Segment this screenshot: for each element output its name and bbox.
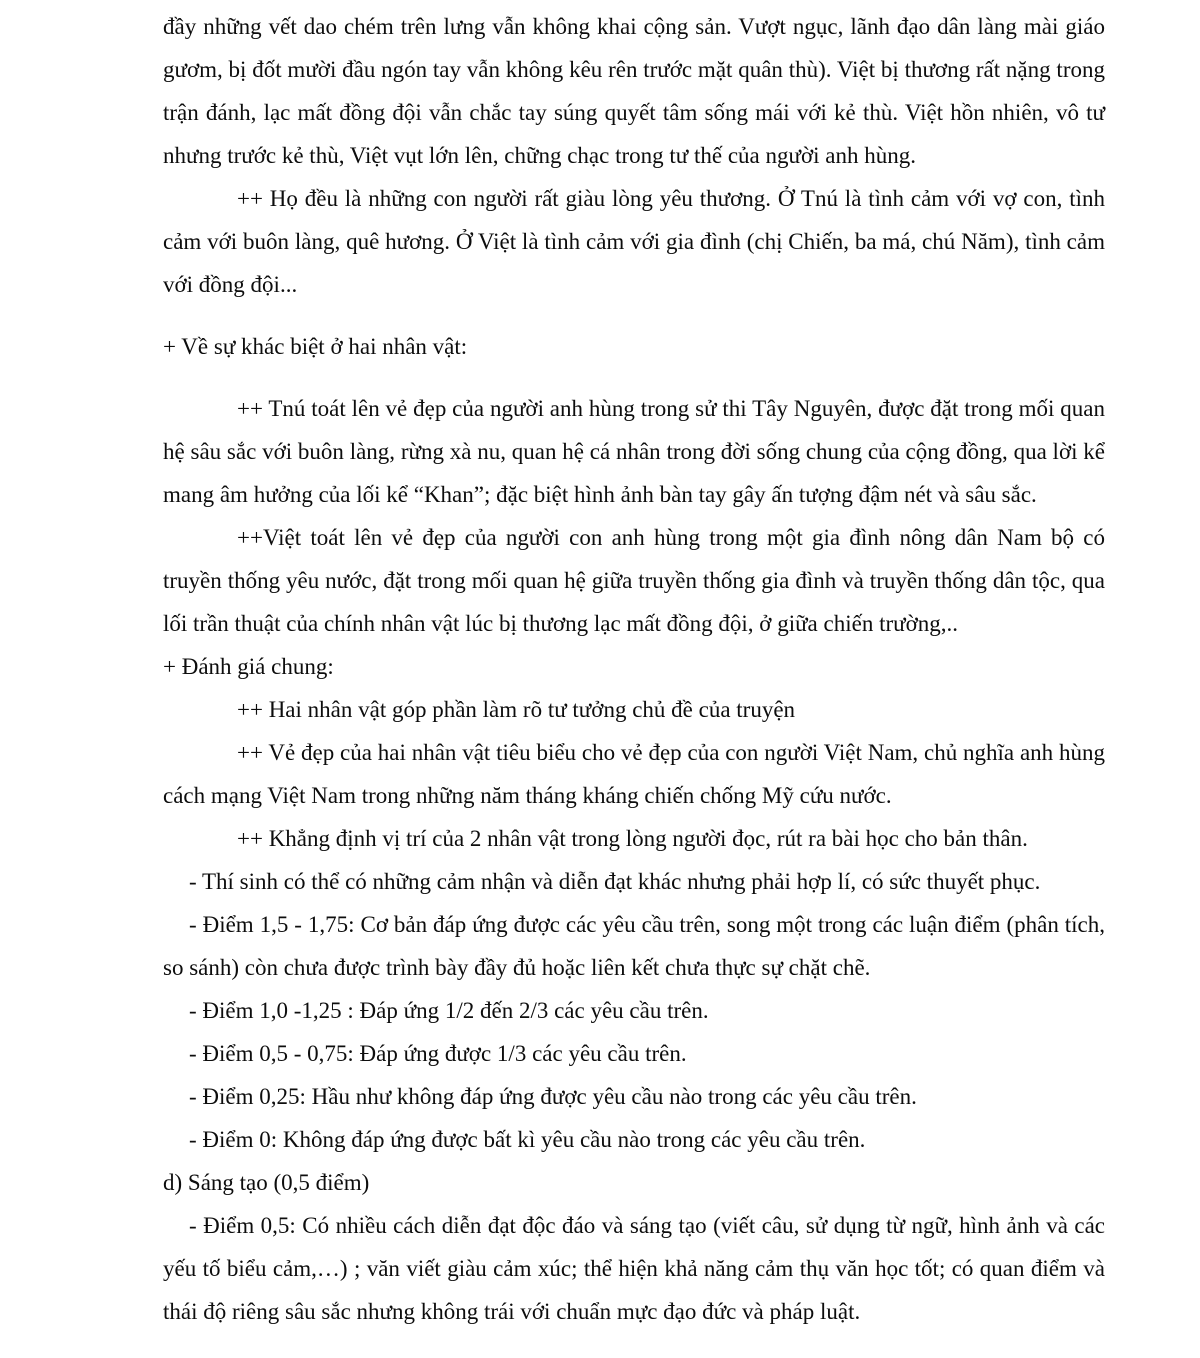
- heading-creativity-criterion: d) Sáng tạo (0,5 điểm): [163, 1170, 370, 1195]
- score-band-0-25: - Điểm 0,25: Hầu như không đáp ứng được yêu cầu nào trong các yêu cầu trên.: [189, 1084, 917, 1109]
- note-candidate-expression: - Thí sinh có thể có những cảm nhận và diễn đạt khác nhưng phải hợp lí, có sức thuyết phục.: [189, 869, 1041, 894]
- score-band-0-5-0-75: - Điểm 0,5 - 0,75: Đáp ứng được 1/3 các yêu cầu trên.: [189, 1041, 687, 1066]
- score-band-0: - Điểm 0: Không đáp ứng được bất kì yêu cầu nào trong các yêu cầu trên.: [189, 1127, 866, 1152]
- score-band-1-0-1-25: - Điểm 1,0 -1,25 : Đáp ứng 1/2 đến 2/3 các yêu cầu trên.: [189, 998, 709, 1023]
- body-paragraph-similarity-love: ++ Họ đều là những con người rất giàu lòng yêu thương. Ở Tnú là tình cảm với vợ con, tình cảm với buôn làng, quê hương. Ở Việt là tình cảm với gia đình (chị Chiến, ba má, chú Năm), tình cảm với đồng đội...: [163, 186, 1105, 297]
- body-paragraph-beauty: ++ Vẻ đẹp của hai nhân vật tiêu biểu cho vẻ đẹp của con người Việt Nam, chủ nghĩa anh hùng cách mạng Việt Nam trong những năm tháng kháng chiến chống Mỹ cứu nước.: [163, 740, 1105, 808]
- heading-differences: + Về sự khác biệt ở hai nhân vật:: [163, 334, 468, 359]
- body-paragraph-theme: ++ Hai nhân vật góp phần làm rõ tư tưởng chủ đề của truyện: [237, 697, 796, 722]
- score-band-1-5-1-75: - Điểm 1,5 - 1,75: Cơ bản đáp ứng được các yêu cầu trên, song một trong các luận điểm (phân tích, so sánh) còn chưa được trình bày đầy đủ hoặc liên kết chưa thực sự chặt chẽ.: [163, 912, 1105, 980]
- heading-general-evaluation: + Đánh giá chung:: [163, 654, 334, 679]
- body-paragraph-viet: ++Việt toát lên vẻ đẹp của người con anh hùng trong một gia đình nông dân Nam bộ có truyền thống yêu nước, đặt trong mối quan hệ giữa truyền thống gia đình và truyền thống dân tộc, qua lối trần thuật của chính nhân vật lúc bị thương lạc mất đồng đội, ở giữa chiến trường,..: [163, 525, 1105, 636]
- score-band-creativity-0-5: - Điểm 0,5: Có nhiều cách diễn đạt độc đáo và sáng tạo (viết câu, sử dụng từ ngữ, hình ảnh và các yếu tố biểu cảm,…) ; văn viết giàu cảm xúc; thể hiện khả năng cảm thụ văn học tốt; có quan điểm và thái độ riêng sâu sắc nhưng không trái với chuẩn mực đạo đức và pháp luật.: [163, 1213, 1105, 1324]
- body-paragraph-affirmation: ++ Khẳng định vị trí của 2 nhân vật trong lòng người đọc, rút ra bài học cho bản thân.: [237, 826, 1028, 851]
- body-paragraph-tnu: ++ Tnú toát lên vẻ đẹp của người anh hùng trong sử thi Tây Nguyên, được đặt trong mối quan hệ sâu sắc với buôn làng, rừng xà nu, quan hệ cá nhân trong đời sống chung của cộng đồng, qua lời kể mang âm hưởng của lối kể “Khan”; đặc biệt hình ảnh bàn tay gây ấn tượng đậm nét và sâu sắc.: [163, 396, 1105, 507]
- body-paragraph-continuation: đầy những vết dao chém trên lưng vẫn không khai cộng sản. Vượt ngục, lãnh đạo dân làng mài giáo gươm, bị đốt mười đầu ngón tay vẫn không kêu rên trước mặt quân thù). Việt bị thương rất nặng trong trận đánh, lạc mất đồng đội vẫn chắc tay súng quyết tâm sống mái với kẻ thù. Việt hồn nhiên, vô tư nhưng trước kẻ thù, Việt vụt lớn lên, chững chạc trong tư thế của người anh hùng.: [163, 14, 1105, 168]
